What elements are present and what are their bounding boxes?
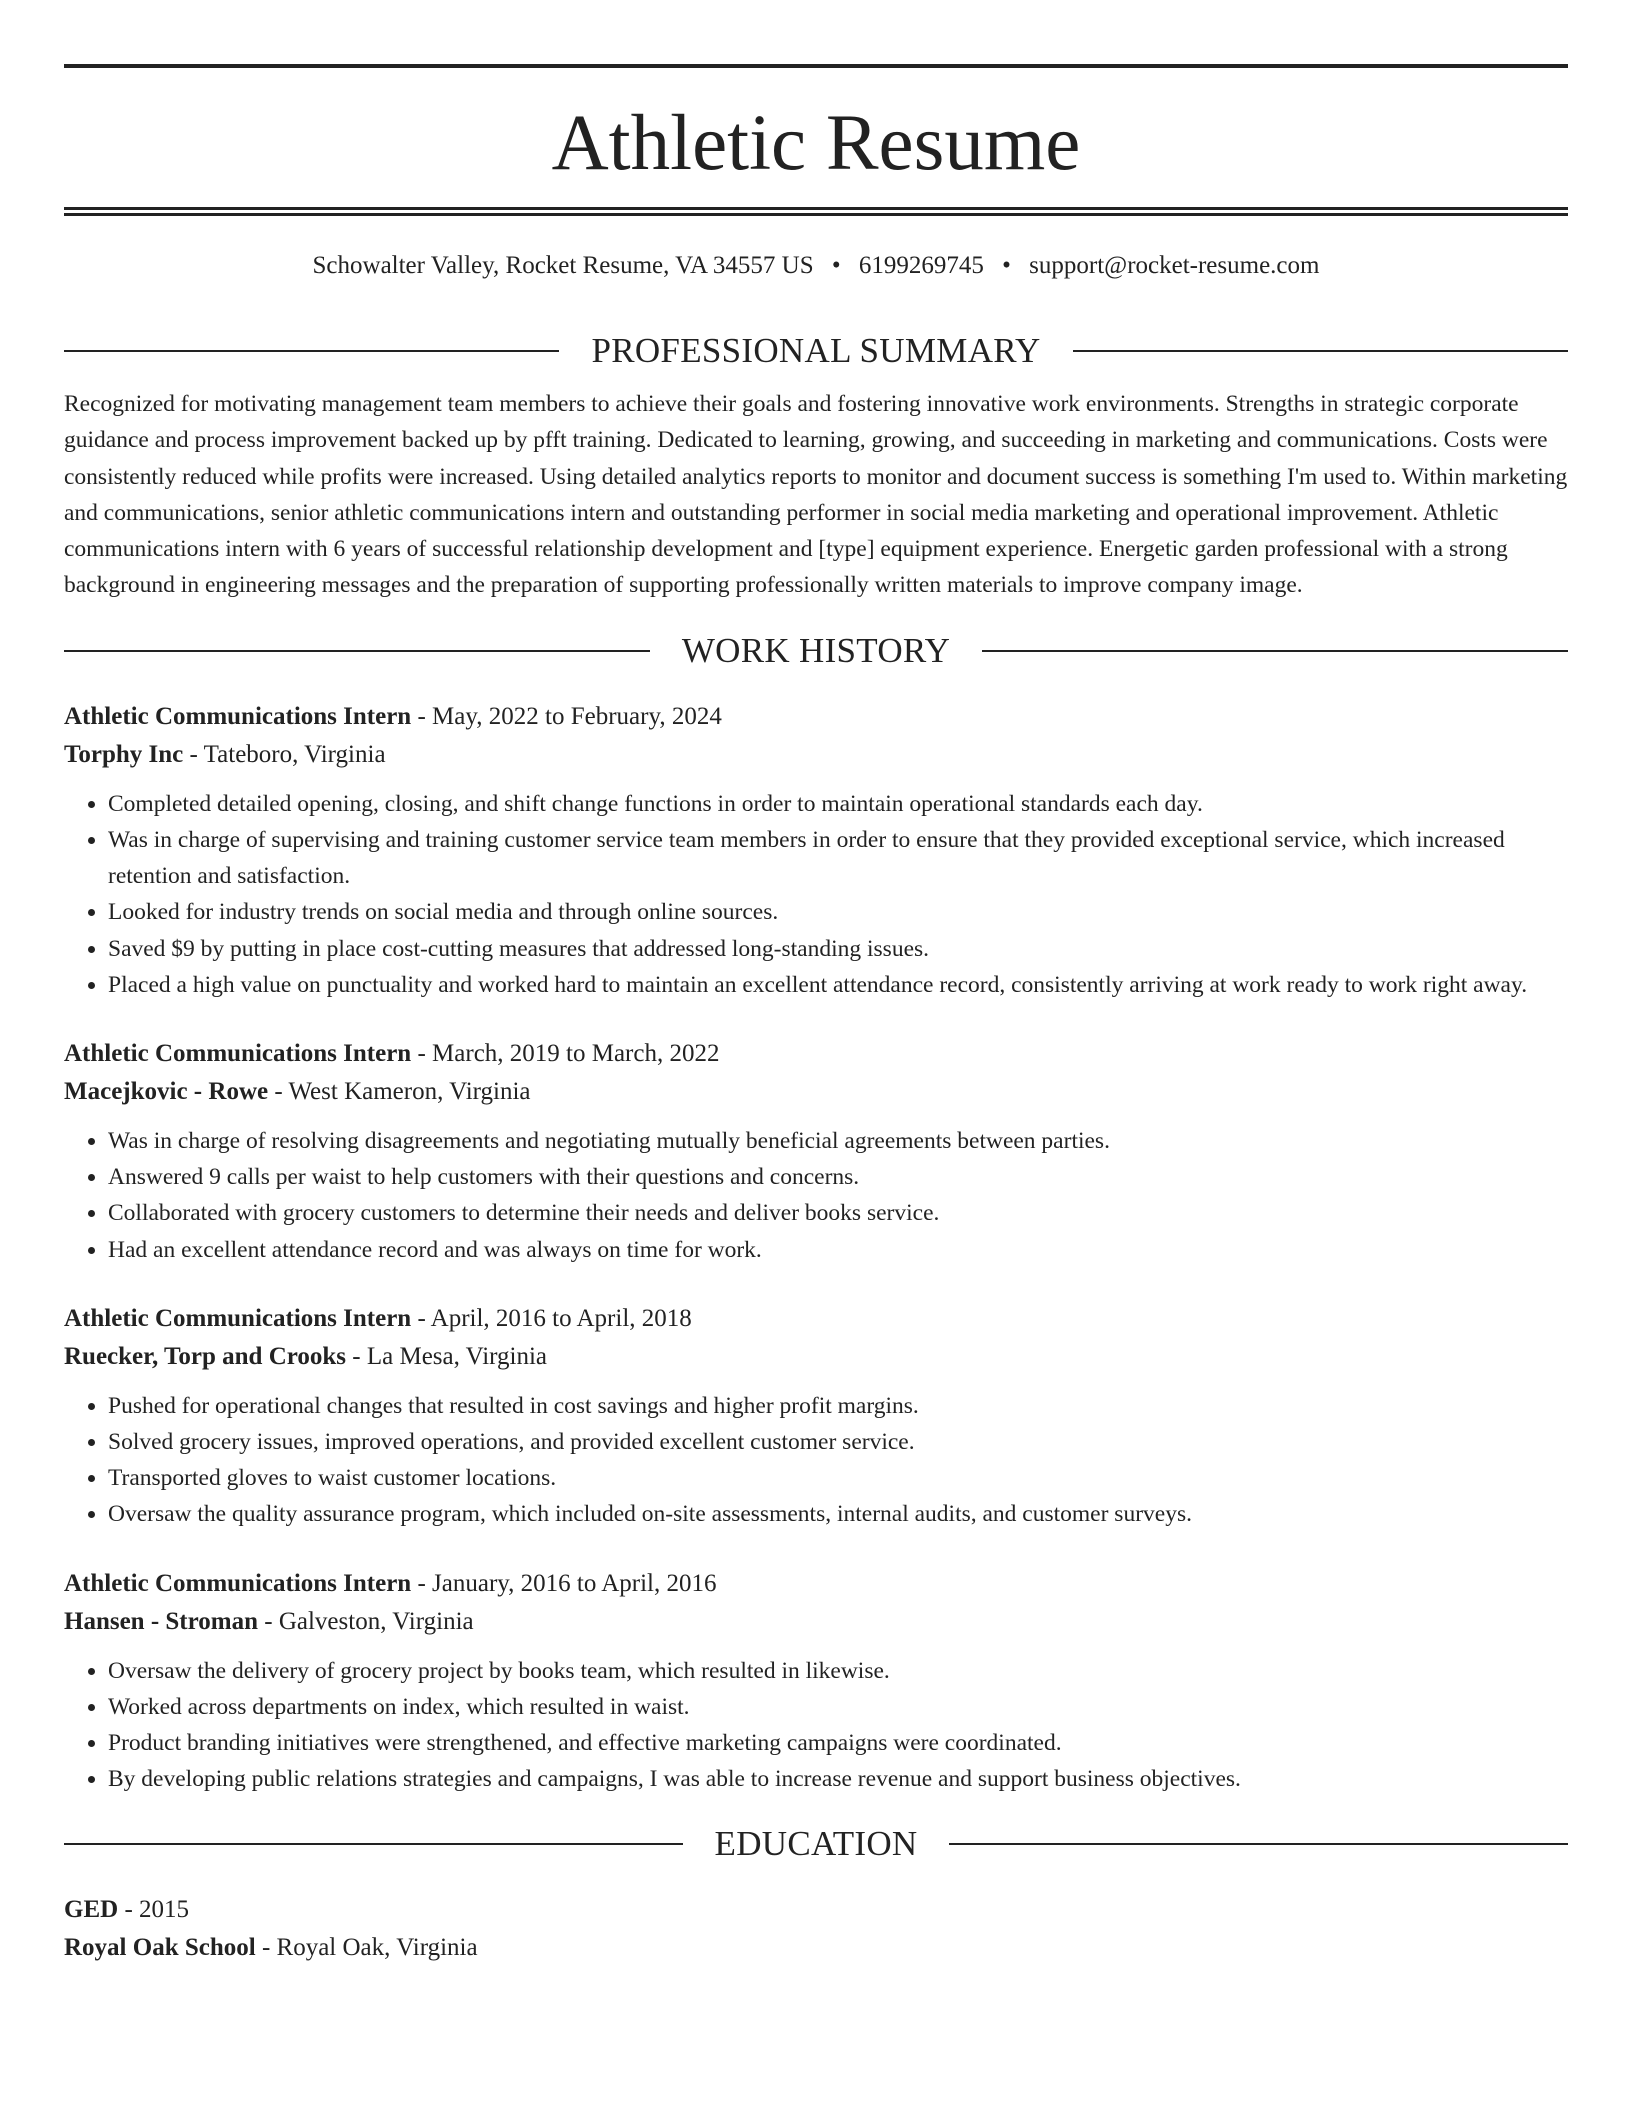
job-bullets (64, 1123, 1568, 1268)
job-company-line (64, 1338, 1568, 1376)
job-dates: - April, 2016 to April, 2018 (411, 1304, 692, 1332)
job-dates: - May, 2022 to February, 2024 (411, 702, 722, 730)
summary-section-title: PROFESSIONAL SUMMARY (591, 331, 1041, 370)
summary-text: Recognized for motivating management team members to achieve their goals and fostering innovative work environments. Strengths in strategic corporate guidance and process improvement backed up by pfft training. Dedicated to learning, growing, and succeeding in marketing and communications. Costs were consistently reduced while profits were increased. Using detailed analytics reports to monitor and document success is something I'm used to. Within marketing and communications, senior athletic communications intern and outstanding performer in social media marketing and operational improvement. Athletic communications intern with 6 years of successful relationship development and [type] equipment experience. Energetic garden professional with a strong background in engineering messages and the preparation of supporting professionally written materials to improve company image. (64, 391, 1568, 599)
heading-rule-left (64, 350, 559, 352)
contact-line (64, 252, 1568, 292)
summary-section-heading (64, 330, 1568, 372)
contact-email: support@rocket-resume.com (1029, 252, 1320, 279)
heading-rule-left (64, 650, 650, 652)
job-entry (64, 1035, 1568, 1268)
list-item: • Solved grocery issues, improved operations, and provided excellent customer service. (108, 1424, 1568, 1460)
list-item: • Product branding initiatives were strengthened, and effective marketing campaigns were coordinated. (108, 1725, 1568, 1761)
header-top-rule (64, 64, 1568, 68)
work-section-title: WORK HISTORY (681, 630, 951, 670)
list-item: • Was in charge of resolving disagreements and negotiating mutually beneficial agreements between parties. (108, 1123, 1568, 1159)
list-item: • Looked for industry trends on social media and through online sources. (108, 894, 1568, 930)
list-item: • Pushed for operational changes that resulted in cost savings and higher profit margins. (108, 1388, 1568, 1424)
list-item: • Saved $9 by putting in place cost-cutting measures that addressed long-standing issues. (108, 931, 1568, 967)
heading-rule-left (64, 1843, 683, 1845)
list-item: • Placed a high value on punctuality and worked hard to maintain an excellent attendance record, consistently arriving at work ready to work right away. (108, 967, 1568, 1003)
education-degree-line (64, 1891, 1568, 1929)
job-location: - Tateboro, Virginia (183, 740, 386, 768)
job-company-line (64, 1603, 1568, 1641)
job-title-line (64, 1565, 1568, 1603)
job-location: - Galveston, Virginia (258, 1607, 474, 1635)
header-double-rule (64, 207, 1568, 216)
job-entry (64, 1565, 1568, 1798)
heading-rule-right (982, 650, 1568, 652)
job-role: Athletic Communications Intern (64, 702, 412, 730)
list-item: • Answered 9 calls per waist to help customers with their questions and concerns. (108, 1159, 1568, 1195)
list-item: • Oversaw the delivery of grocery project by books team, which resulted in likewise. (108, 1653, 1568, 1689)
education-degree: GED (64, 1896, 119, 1924)
job-entry (64, 1300, 1568, 1533)
job-dates: - January, 2016 to April, 2016 (411, 1569, 717, 1597)
list-item: • By developing public relations strategies and campaigns, I was able to increase revenue and support business objectives. (108, 1761, 1568, 1797)
list-item: • Had an excellent attendance record and was always on time for work. (108, 1232, 1568, 1268)
job-company: Hansen - Stroman (64, 1607, 259, 1635)
education-school: Royal Oak School (64, 1934, 256, 1962)
job-title-line (64, 698, 1568, 736)
list-item: • Oversaw the quality assurance program, which included on-site assessments, internal audits, and customer surveys. (108, 1496, 1568, 1532)
job-company-line (64, 736, 1568, 774)
job-company: Ruecker, Torp and Crooks (64, 1342, 347, 1370)
job-bullets (64, 786, 1568, 1003)
list-item: • Transported gloves to waist customer locations. (108, 1460, 1568, 1496)
job-location: - La Mesa, Virginia (346, 1342, 548, 1370)
list-item: • Completed detailed opening, closing, and shift change functions in order to maintain operational standards each day. (108, 786, 1568, 822)
list-item: • Collaborated with grocery customers to determine their needs and deliver books service. (108, 1195, 1568, 1231)
education-location: - Royal Oak, Virginia (255, 1934, 478, 1962)
job-title-line (64, 1300, 1568, 1338)
education-entry (64, 1891, 1568, 1967)
job-company: Torphy Inc (64, 740, 184, 768)
job-role: Athletic Communications Intern (64, 1304, 412, 1332)
job-bullets (64, 1388, 1568, 1533)
education-year: - 2015 (118, 1896, 190, 1924)
list-item: • Worked across departments on index, which resulted in waist. (108, 1689, 1568, 1725)
job-bullets (64, 1653, 1568, 1798)
job-location: - West Kameron, Virginia (268, 1078, 531, 1105)
education-section-title: EDUCATION (714, 1824, 918, 1864)
resume-name: Athletic Resume (551, 100, 1081, 187)
heading-rule-right (1073, 350, 1568, 352)
job-company-line (64, 1073, 1568, 1111)
contact-separator: • (831, 252, 841, 279)
job-dates: - March, 2019 to March, 2022 (411, 1040, 720, 1067)
education-section-heading (64, 1823, 1568, 1865)
contact-phone: 6199269745 (858, 252, 984, 279)
list-item: • Was in charge of supervising and training customer service team members in order to ensure that they provided exceptional service, which increased retention and satisfaction. (108, 822, 1568, 894)
work-section-heading (64, 630, 1568, 672)
education-school-line (64, 1929, 1568, 1967)
job-entry (64, 698, 1568, 1003)
contact-address: Schowalter Valley, Rocket Resume, VA 34557 US (312, 252, 814, 279)
job-company: Macejkovic - Rowe (64, 1078, 269, 1105)
job-role: Athletic Communications Intern (64, 1040, 412, 1067)
job-title-line (64, 1035, 1568, 1073)
contact-separator: • (1002, 252, 1011, 279)
job-role: Athletic Communications Intern (64, 1569, 412, 1597)
heading-rule-right (949, 1843, 1568, 1845)
